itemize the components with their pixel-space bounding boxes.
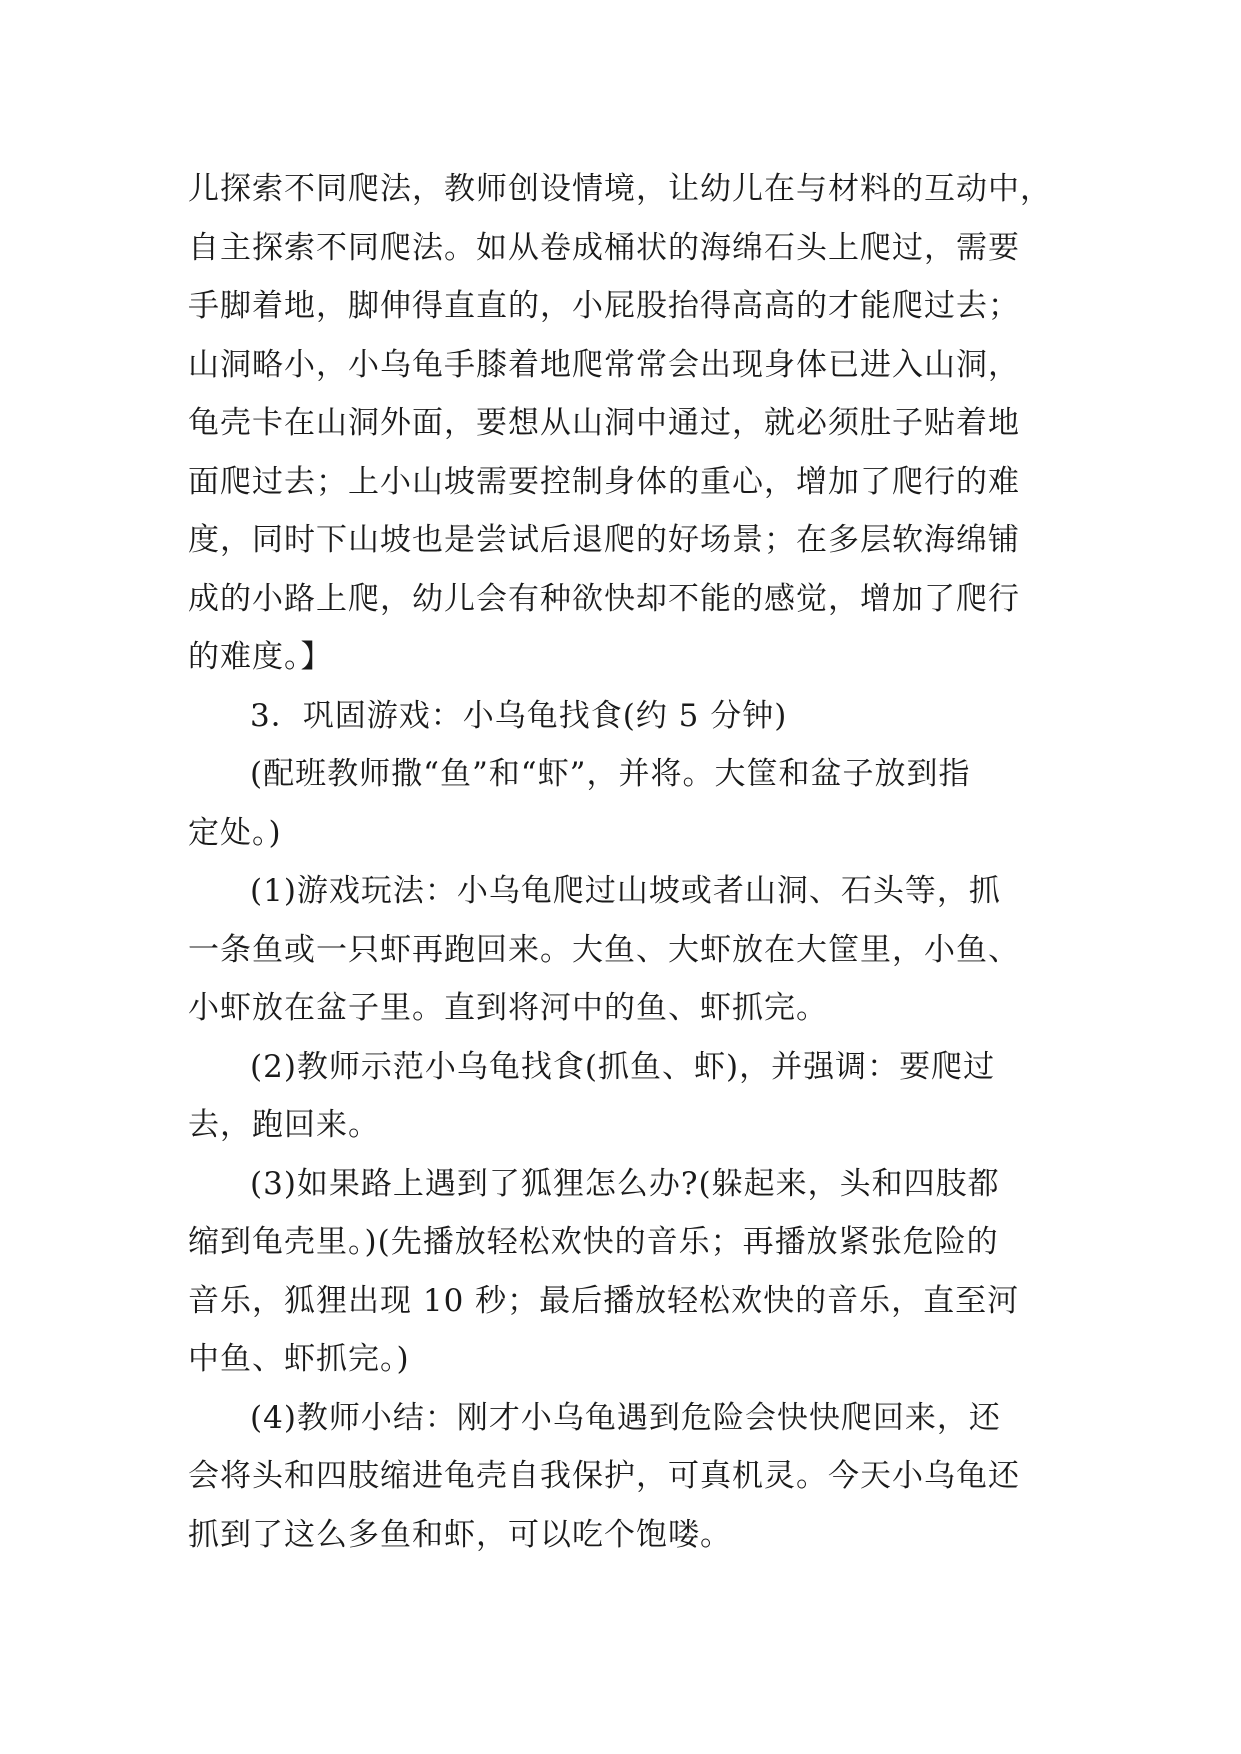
list-item-2: (2)教师示范小乌龟找食(抓鱼、虾)，并强调：要爬过 [250,1048,996,1085]
text-line: 度，同时下山坡也是尝试后退爬的好场景；在多层软海绵铺 [188,522,1020,558]
text-line: 音乐，狐狸出现 10 秒；最后播放轻松欢快的音乐，直至河 [188,1282,1020,1319]
text-line: 面爬过去；上小山坡需要控制身体的重心，增加了爬行的难 [188,463,1020,500]
text-line: 成的小路上爬，幼儿会有种欲快却不能的感觉，增加了爬行 [188,580,1020,617]
text-line: 的难度。】 [188,639,333,675]
text-line: 去，跑回来。 [188,1107,380,1143]
text-line: 会将头和四肢缩进龟壳自我保护，可真机灵。今天小乌龟还 [188,1458,1020,1494]
list-item-4: (4)教师小结：刚才小乌龟遇到危险会快快爬回来，还 [250,1399,1001,1436]
list-item-3: (3)如果路上遇到了狐狸怎么办?(躲起来，头和四肢都 [250,1165,1000,1202]
text-line: 山洞略小，小乌龟手膝着地爬常常会出现身体已进入山洞， [188,346,1020,383]
text-line: 定处。) [188,814,282,851]
section-heading: 3．巩固游戏：小乌龟找食(约 5 分钟) [250,697,788,734]
text-line: 缩到龟壳里。)(先播放轻松欢快的音乐；再播放紧张危险的 [188,1224,999,1260]
text-line: (配班教师撒“鱼”和“虾”，并将。大筐和盆子放到指 [250,756,971,792]
text-line: 抓到了这么多鱼和虾，可以吃个饱喽。 [188,1516,732,1553]
text-line: 小虾放在盆子里。直到将河中的鱼、虾抓完。 [188,990,828,1026]
text-line: 龟壳卡在山洞外面，要想从山洞中通过，就必须肚子贴着地 [188,405,1020,441]
text-line: 中鱼、虾抓完。) [188,1341,410,1377]
list-item-1: (1)游戏玩法：小乌龟爬过山坡或者山洞、石头等，抓 [250,873,1001,909]
text-line: 一条鱼或一只虾再跑回来。大鱼、大虾放在大筐里，小鱼、 [188,931,1020,968]
text-line: 儿探索不同爬法，教师创设情境，让幼儿在与材料的互动中， [188,171,1052,207]
text-line: 手脚着地，脚伸得直直的，小屁股抬得高高的才能爬过去； [188,288,1020,324]
text-line: 自主探索不同爬法。如从卷成桶状的海绵石头上爬过，需要 [188,229,1020,266]
body-text [188,160,1058,1564]
